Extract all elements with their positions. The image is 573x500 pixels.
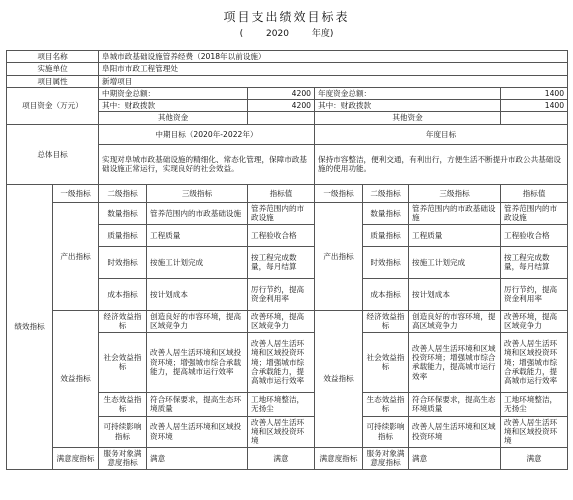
kpi-section-label: 绩效指标 [7,184,53,469]
project-name-value: 阜城市政基础设施管养经费（2018年以前设施） [99,51,568,63]
kpi-l2-right: 时效指标 [363,246,409,278]
kpi-value-right: 工地环境整洁，无扬尘 [501,392,568,416]
kpi-value: 满意 [248,447,315,469]
kpi-value-right: 改善人居生活环境和区域投资环境 [501,416,568,447]
kpi-l3-right: 管养范围内的市政基础设施 [409,202,501,224]
unit-value: 阜阳市市政工程管理处 [99,63,568,75]
paren-open: ( [239,29,244,39]
year-goal-text: 保持市容整洁，便利交通，有利出行，方便生活不断提升市政公共基础设施的使用功能。 [315,144,568,184]
mid-goal-header: 中期目标（2020年-2022年） [99,124,315,144]
kpi-l3: 创造良好的市容环境，提高区域竞争力 [147,310,248,332]
kpi-l2: 生态效益指标 [99,392,147,416]
year-other-label: 其他资金 [315,112,501,124]
kpi-l3: 符合环保要求，提高生态环境质量 [147,392,248,416]
kpi-l2: 社会效益指标 [99,332,147,392]
kpi-l3-right: 工程质量 [409,224,501,246]
kpi-l3: 满意 [147,447,248,469]
kpi-l3: 改善人居生活环境和区域投资环境 [147,416,248,447]
year-total-label: 年度资金总额： [315,87,501,99]
goals-label: 总体目标 [7,124,99,184]
kpi-l2-right: 数量指标 [363,202,409,224]
kpi-value-right: 满意 [501,447,568,469]
kpi-l2-right: 可持续影响指标 [363,416,409,447]
output-label-right: 产出指标 [315,202,363,310]
kpi-l2: 质量指标 [99,224,147,246]
mid-other-value [248,112,315,124]
funds-label: 项目资金（万元） [7,87,99,124]
kpi-l3: 工程质量 [147,224,248,246]
year-subtitle [0,26,573,39]
mid-fiscal-label: 其中：财政拨款 [99,100,248,112]
kpi-header-l2-right: 二级指标 [363,184,409,202]
kpi-value: 工程验收合格 [248,224,315,246]
kpi-l3: 按施工计划完成 [147,246,248,278]
kpi-l2: 成本指标 [99,278,147,310]
kpi-value-right: 按工程完成数量，每月结算 [501,246,568,278]
attr-value: 新增项目 [99,75,568,87]
kpi-l2: 经济效益指标 [99,310,147,332]
mid-other-label: 其他资金 [99,112,248,124]
year-total-value: 1400 [501,87,568,99]
kpi-l2-right: 社会效益指标 [363,332,409,392]
kpi-l2-right: 成本指标 [363,278,409,310]
kpi-value-right: 工程验收合格 [501,224,568,246]
kpi-value-right: 改善环境，提高区域竞争力 [501,310,568,332]
kpi-l2: 时效指标 [99,246,147,278]
kpi-value: 改善人居生活环境和区域投资环境 [248,416,315,447]
mid-total-value: 4200 [248,87,315,99]
page-title: 项目支出绩效目标表 [223,10,350,24]
kpi-l2: 可持续影响指标 [99,416,147,447]
effect-label: 效益指标 [53,310,99,447]
effect-label-right: 效益指标 [315,310,363,447]
kpi-header-value-right: 指标值 [501,184,568,202]
mid-total-label: 中期资金总额： [99,87,248,99]
kpi-l3-right: 改善人居生活环境和区域投资环境；增强城市综合承载能力，提高城市运行效率 [409,332,501,392]
kpi-value-right: 管养范围内的市政设施 [501,202,568,224]
kpi-l3-right: 符合环保要求，提高生态环境质量 [409,392,501,416]
kpi-value-right: 改善人居生活环境和区域投资环境；增强城市综合承载能力，提高城市运行效率 [501,332,568,392]
year-fiscal-value: 1400 [501,100,568,112]
year-goal-header: 年度目标 [315,124,568,144]
kpi-header-l2: 二级指标 [99,184,147,202]
kpi-l2-right: 生态效益指标 [363,392,409,416]
kpi-value: 厉行节约，提高资金利用率 [248,278,315,310]
project-name-label: 项目名称 [7,51,99,63]
kpi-value: 工地环境整洁，无扬尘 [248,392,315,416]
kpi-l3-right: 改善人居生活环境和区域投资环境 [409,416,501,447]
mid-goal-text: 实现对阜城市政基础设施的精细化、常态化管理，保障市政基础设施正常运行，实现良好的社会效益。 [99,144,315,184]
kpi-l3-right: 按计划成本 [409,278,501,310]
satisfaction-label-right: 满意度指标 [315,447,363,469]
kpi-l3: 管养范围内的市政基础设施 [147,202,248,224]
year-fiscal-label: 其中：财政拨款 [315,100,501,112]
kpi-l2-right: 服务对象满意度指标 [363,447,409,469]
kpi-l2-right: 经济效益指标 [363,310,409,332]
kpi-header-l3: 三级指标 [147,184,248,202]
kpi-l3-right: 按施工计划完成 [409,246,501,278]
kpi-value-right: 厉行节约，提高资金利用率 [501,278,568,310]
kpi-l3-right: 满意 [409,447,501,469]
kpi-l3: 按计划成本 [147,278,248,310]
kpi-header-l3-right: 三级指标 [409,184,501,202]
kpi-header-l1: 一级指标 [53,184,99,202]
kpi-value: 按工程完成数量，每月结算 [248,246,315,278]
unit-label: 实施单位 [7,63,99,75]
kpi-l2-right: 质量指标 [363,224,409,246]
output-label: 产出指标 [53,202,99,310]
year-value: 2020 [266,29,289,39]
kpi-value: 改善环境，提高区域竞争力 [248,310,315,332]
kpi-header-value: 指标值 [248,184,315,202]
kpi-header-l1-right: 一级指标 [315,184,363,202]
year-other-value [501,112,568,124]
kpi-value: 改善人居生活环境和区域投资环境；增强城市综合承载能力，提高城市运行效率 [248,332,315,392]
kpi-l3-right: 创造良好的市容环境，提高区域竞争力 [409,310,501,332]
kpi-value: 管养范围内的市政设施 [248,202,315,224]
mid-fiscal-value: 4200 [248,100,315,112]
attr-label: 项目属性 [7,75,99,87]
year-suffix: 年度) [311,29,334,39]
kpi-l2: 数量指标 [99,202,147,224]
kpi-l2: 服务对象满意度指标 [99,447,147,469]
target-table [6,50,568,470]
kpi-l3: 改善人居生活环境和区域投资环境；增强城市综合承载能力，提高城市运行效率 [147,332,248,392]
satisfaction-label: 满意度指标 [53,447,99,469]
